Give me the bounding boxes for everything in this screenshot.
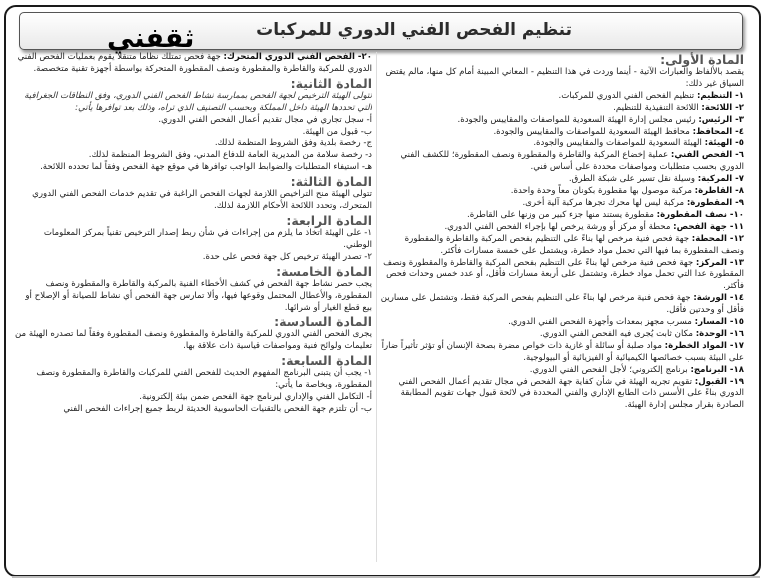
definition-term: ٧- المركبة: [697,174,744,185]
definition-item [380,317,744,329]
definition-item [380,115,744,127]
definition-item [380,234,744,258]
paragraph: ب- أن تلتزم جهة الفحص بالتقنيات الحاسوبية الحديثة لربط جميع إجراءات الفحص الفني [63,403,372,414]
definition-text: اللائحة التنفيذية للتنظيم. [613,102,702,113]
definition-term: ٢- اللائحة: [701,102,744,113]
definition-text: جهة فحص فنية مرخص لها بناءً على التنظيم بفحص المركبة فقط، وتشتمل على مسارين فأقل أو وحدتين فأقل. [380,293,744,316]
definition-item [380,293,744,317]
definition-text: مواد صلبة أو سائلة أو غازية ذات خواص مضرة بصحة الإنسان أو تؤثر تأثيراً ضاراً على البيئة بسبب خصائصها الكيميائية أو الفيزيائية أو البيولوجية. [381,340,744,363]
definition-item [380,329,744,341]
definition-text: تنظيم الفحص الفني الدوري للمركبات. [558,90,697,101]
definition-item [380,210,744,222]
definition-text: محطة أو مركز أو ورشة يرخص لها بإجراء الفحص الفني الدوري. [444,221,674,232]
right-column [380,52,744,564]
definition-item [380,150,744,174]
definition-term: ٤- المحافظ: [692,126,744,137]
paragraph: يجب حصر نشاط جهة الفحص في كشف الأخطاء الفنية بالمركبة والقاطرة والمقطورة ونصف المقطورة، والأعطال المحتمل وقوعها فيها، وألا تمارس جهة الفحص أي نشاط للصيانة أو الإصلاح أو بيع قطع الغيار أو شرائها. [25,278,372,313]
article-heading: المادة الرابعة: [286,212,372,228]
definition-text: عملية إخضاع المركبة والقاطرة والمقطورة ونصف المقطورة؛ للكشف الفني الدوري بحسب متطلبات ومواصفات محددة على أساس فني. [400,150,744,173]
paragraph: هـ- استيفاء المتطلبات والضوابط الواجب توافرها في موقع جهة الفحص وفقاً لما تحدده اللائحة. [40,162,372,173]
definition-item [380,127,744,139]
definition-text: محافظ الهيئة السعودية للمواصفات والمقاييس والجودة. [493,126,693,137]
definition-text: رئيس مجلس إدارة الهيئة السعودية للمواصفات والمقاييس والجودة. [457,114,699,125]
paragraph: د- رخصة سلامة من المديرية العامة للدفاع المدني، وفق الشروط المنظمة لذلك. [88,150,372,161]
paragraph: ١- يجب أن يتبنى البرنامج المفهوم الحديث للفحص الفني للمركبات والقاطرة والمقطورة ونصف المقطورة، وبخاصة ما يأتي: [36,368,372,391]
definition-item [380,103,744,115]
definition-term: ١٤- الورشة: [693,293,744,304]
definition-text: برنامج إلكتروني؛ لأجل الفحص الفني الدوري. [529,364,691,375]
article-heading: المادة الخامسة: [276,263,372,279]
page-title: تنظيم الفحص الفني الدوري للمركبات [256,20,572,40]
definition-term: ١٦- الوحدة: [695,328,744,339]
definition-text: تقويم تجريه الهيئة في شأن كفاية جهة الفحص في مجال تقديم أعمال الفحص الفني الدوري بناءً على الأسس ذات الطابع الإداري والفني المحددة في لائحة قبول جهات تقويم المطابقة الصادرة بقرار مجلس إدارة الهيئة. [398,376,744,411]
definition-text: جهة فحص فنية مرخص لها بناءً على التنظيم بفحص المركبة والقاطرة والمقطورة ونصف المقطورة عدا التي تحمل مواد خطرة، وتشتمل على أربعة مسارات فأقل، أو عدد خمس وحدات فحص فأكثر. [383,257,744,292]
definition-term: ١١- جهة الفحص: [673,221,744,232]
definition-term: ١٥- المسار: [694,317,744,328]
definition-term: ٥- الهيئة: [704,138,744,149]
definition-item [380,258,744,294]
paragraph: ب- قبول من الهيئة. [302,126,372,137]
definition-text: مركبة موصول بها مقطورة بكونان معاً وحدة واحدة. [510,186,695,197]
definition-text: مقطورة يستند منها جزء كبير من وزنها على القاطرة. [467,209,657,220]
paragraph: يجرى الفحص الفني الدوري للمركبة والقاطرة والمقطورة ونصف المقطورة وفقاً لما تصدره الهيئة من تعليمات ولوائح فنية ومواصفات قياسية ذات علاقة بها. [15,329,372,352]
definition-text: مركبة ليس لها محرك تجرها مركبة آلية أخرى. [522,197,687,208]
paragraph: تتولى الهيئة الترخيص لجهة الفحص بممارسة نشاط الفحص الفني الدوري، وفق النطاقات الجغرافية التي تحددها الهيئة داخل المملكة وبحسب التصنيف الذي تراه، وذلك بعد توافرها يأتي: [24,90,372,113]
definition-item [380,341,744,365]
definition-term: ١٨- البرنامج: [690,364,744,375]
definition-term: ١٢- المحطة: [691,233,744,244]
article-heading: المادة الثالثة: [290,174,372,190]
definition-term: ٦- الفحص الفني: [670,150,744,161]
definition-item [380,186,744,198]
definition-text: جهة فحص فنية مرخص لها بناءً على التنظيم بفحص المركبة والقاطرة والمقطورة ونصف المقطورة بما فيها التي تحمل مواد خطرة، ويشتمل على خمسة مسارات فأكثر. [404,233,744,256]
definition-item [380,365,744,377]
definition-item [380,198,744,210]
paragraph: ٢- تصدر الهيئة ترخيص كل جهة فحص على حدة. [202,251,372,262]
paragraph: يقصد بالألفاظ والعبارات الآتية - أينما وردت في هذا التنظيم - المعاني المبينة أمام كل منها، مالم يقتض السياق غير ذلك: [385,67,744,89]
definition-term: ٨- القاطرة: [694,186,744,197]
article-heading: المادة السادسة: [274,314,372,330]
definition-term: ١- التنظيم: [696,90,744,101]
definition-text: جهة فحص تمتلك نظاماً متنقلاً يقوم بعمليات الفحص الفني الدوري للمركبة والقاطرة والمقطورة ونصف المقطورة المتحركة بواسطة أجهزة تقنية متخصصة. [17,52,372,74]
paragraph: تتولى الهيئة منح التراخيص اللازمة لجهات الفحص الراغبة في تقديم خدمات الفحص الفني الدوري المتحرك، وتحدد اللائحة الأحكام اللازمة لذلك. [32,189,372,212]
paragraph: ج- رخصة بلدية وفق الشروط المنظمة لذلك. [214,138,372,149]
paragraph: أ- التكامل الفني والإداري لبرنامج جهة الفحص ضمن بيئة إلكترونية. [139,392,372,403]
definition-term: ١٩- القبول: [694,376,744,387]
definition-term: ٢٠- الفحص الفني الدوري المتحرك: [223,52,372,62]
definition-term: ٣- الرئيس: [698,114,744,125]
definition-item [380,91,744,103]
definition-term: ٩- المقطورة: [686,197,744,208]
left-column [14,52,372,564]
column-divider [376,52,377,562]
definition-text: مسرب مجهز بمعدات وأجهزة الفحص الفني الدوري. [508,317,695,328]
definition-term: ١٧- المواد الخطرة: [664,340,744,351]
article-heading: المادة الثانية: [290,75,372,91]
definition-term: ١٠- نصف المقطورة: [656,209,744,220]
watermark-stamp: ثقفني [107,23,195,54]
footer-line [12,576,760,578]
definition-text: الهيئة السعودية للمواصفات والمقاييس والجودة. [533,138,705,149]
definition-item [380,138,744,150]
definition-text: مكان ثابت يُجرى فيه الفحص الفني الدوري. [539,328,696,339]
paragraph: أ- سجل تجاري في مجال تقديم أعمال الفحص الفني الدوري. [158,114,372,125]
definition-item [380,377,744,413]
article-heading: المادة الأولى: [660,52,744,67]
article-heading: المادة السابعة: [281,353,372,369]
definition-term: ١٣- المركز: [695,257,744,268]
definition-item [380,174,744,186]
definition-item [380,222,744,234]
definition-text: وسيلة نقل تسير على شبكة الطرق. [568,174,698,185]
paragraph: ١- على الهيئة اتخاذ ما يلزم من إجراءات في شأن ربط إصدار الترخيص تقنياً بمركز المعلومات الوطني. [43,227,372,250]
definition-item [14,52,372,76]
